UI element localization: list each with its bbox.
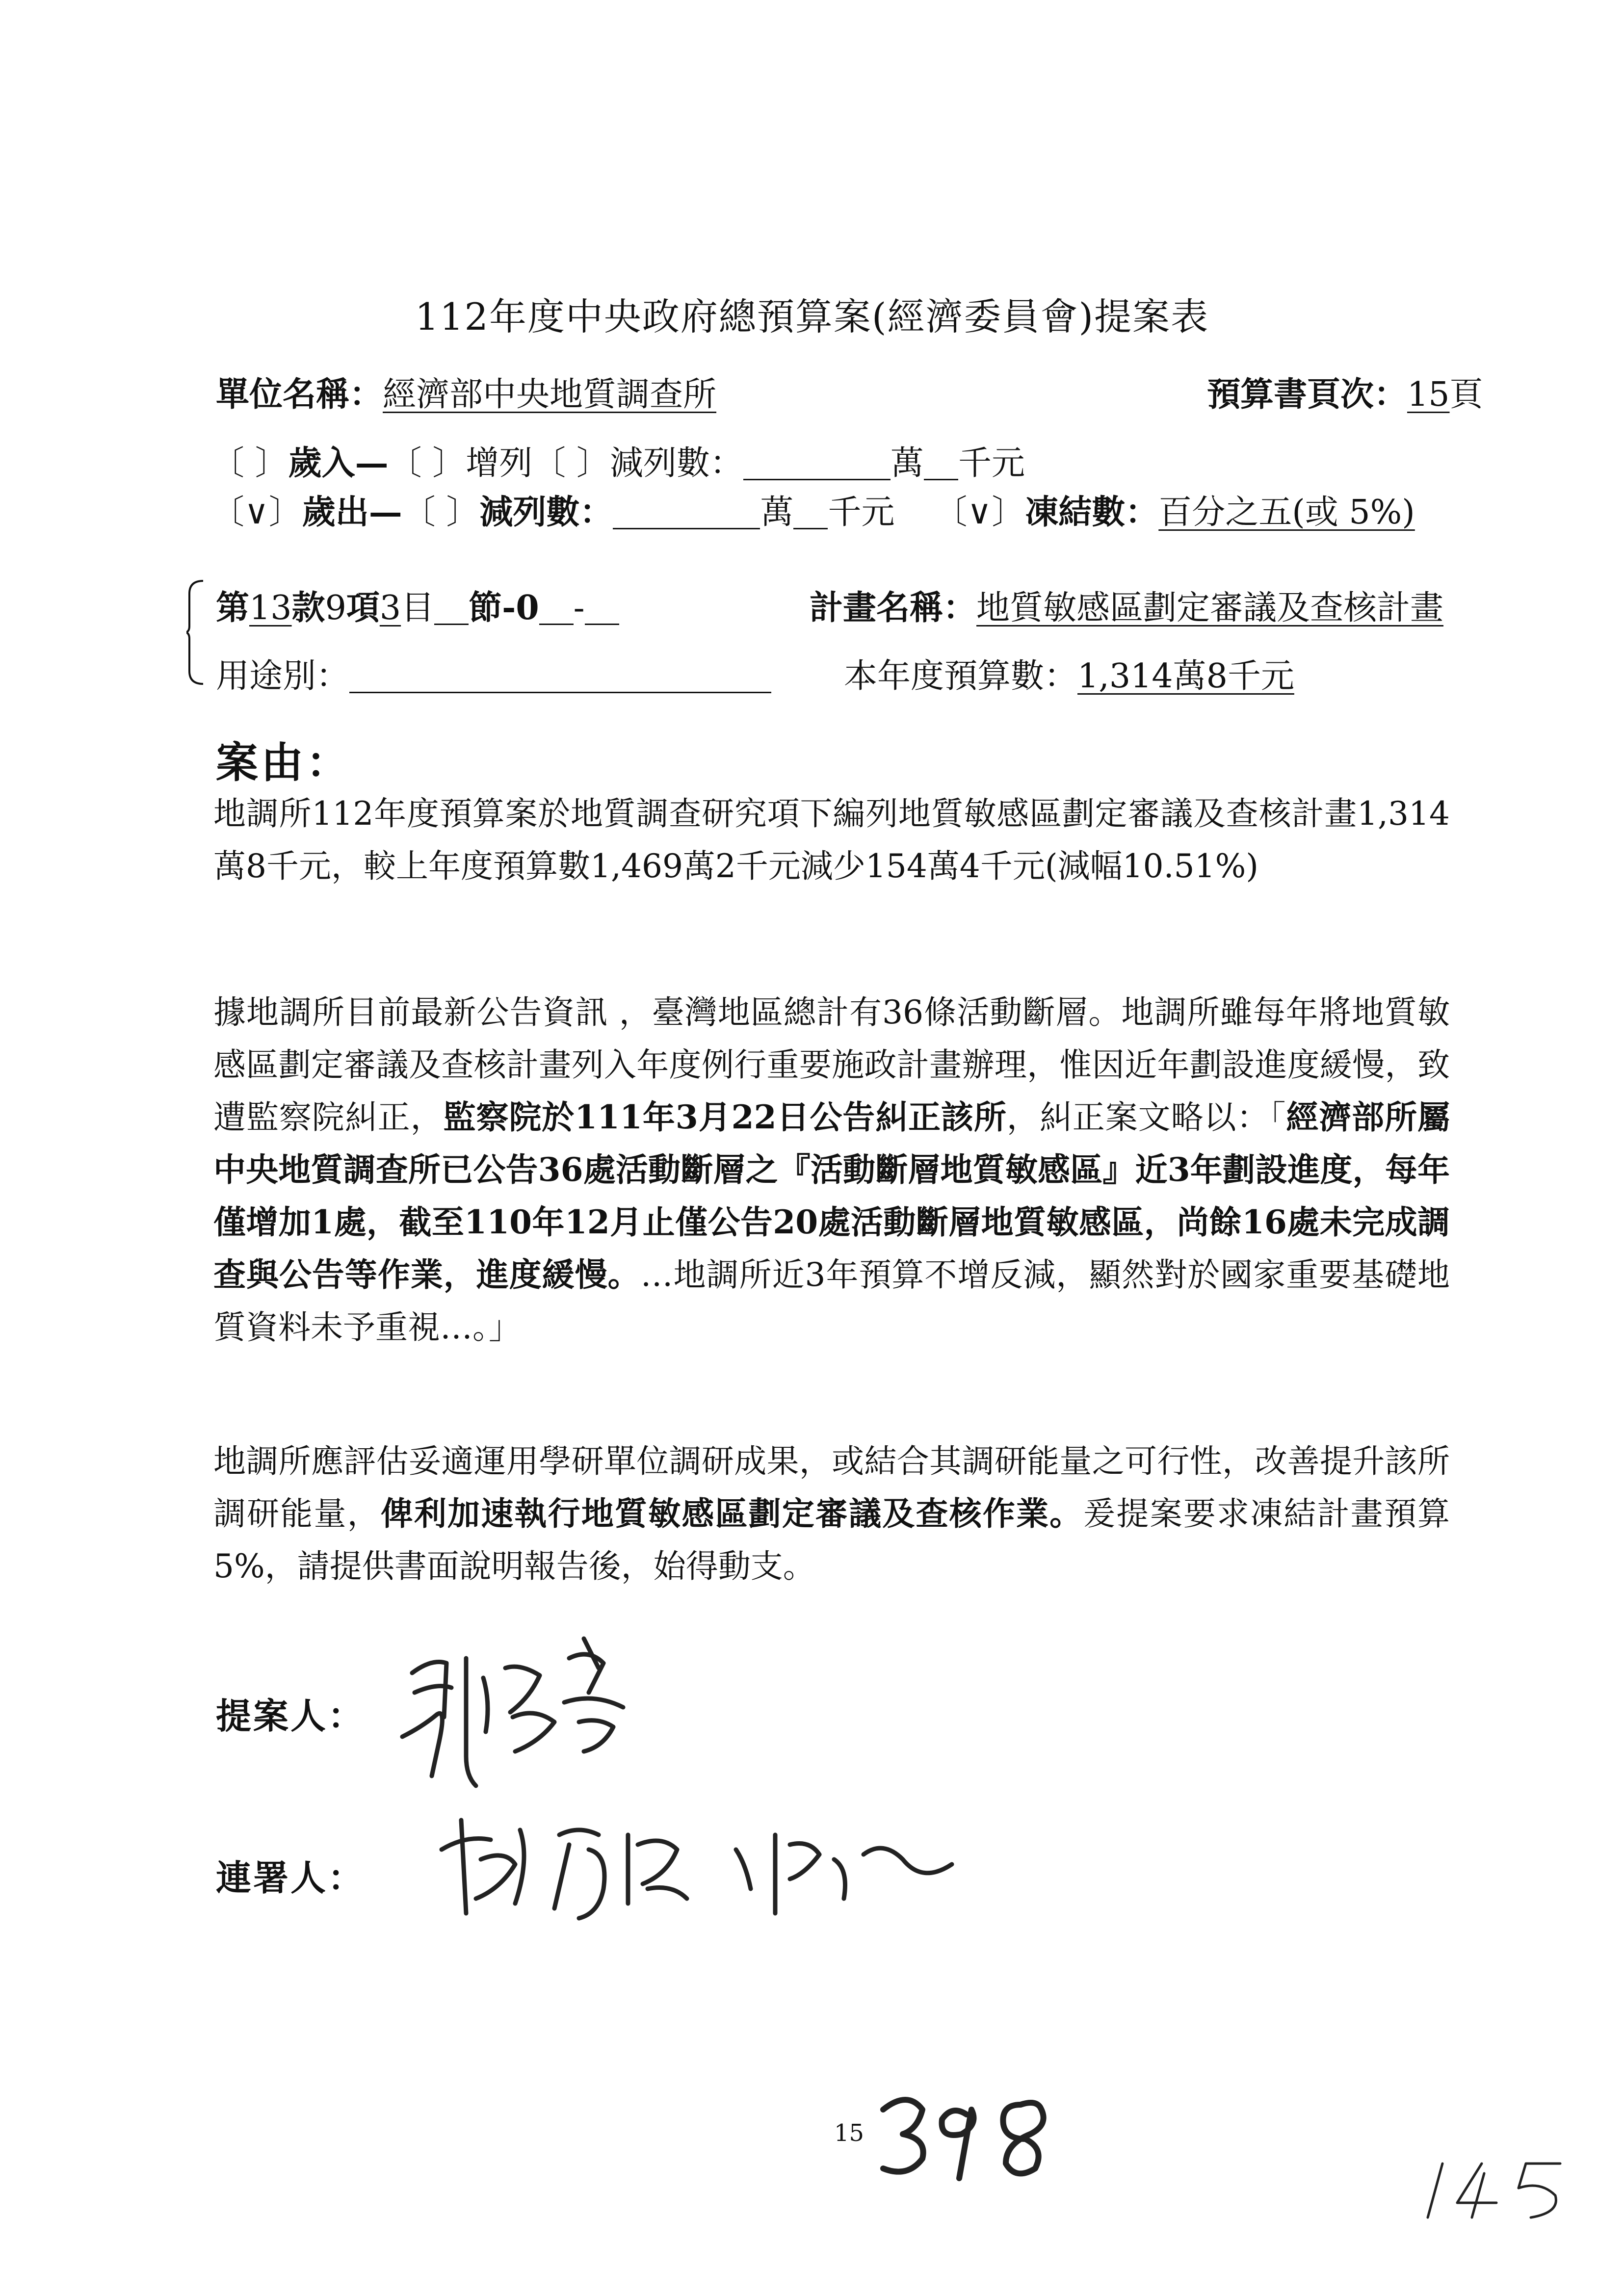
usage-blank <box>349 662 771 693</box>
revenue-wan-unit: 萬 <box>890 444 924 483</box>
annual-budget-row <box>844 657 1294 696</box>
expense-checkbox: 〔∨〕 <box>211 493 302 532</box>
tail-blank <box>585 594 619 625</box>
p3-part-a: 地調所應評估妥適運用學研單位調研成果，或結合其調研能量之可行性，改善提升該所調研能量， <box>213 1442 1450 1533</box>
freeze-checkbox: 〔∨〕 <box>934 493 1025 532</box>
unit-label: 單位名稱： <box>216 375 383 414</box>
unit-value: 經濟部中央地質調查所 <box>383 375 717 414</box>
revenue-wan-blank <box>743 449 891 480</box>
p2-part-c: ，糾正案文略以：「 <box>1006 1098 1286 1136</box>
bracket-icon <box>186 579 204 686</box>
expense-wan-blank <box>613 498 760 529</box>
expense-qian-unit: 千元 <box>828 493 895 532</box>
p2-part-d: 經濟部所屬中央地質調查所已公告36處活動斷層之『活動斷層地質敏感區』近3年劃設進度，每年僅增加1處，截至110年12月止僅公告20處活動斷層地質敏感區，尚餘16處未完成調查與公告等作業，進度緩慢。 <box>213 1098 1450 1294</box>
item-row <box>216 588 619 627</box>
paragraph-2 <box>213 986 1450 1354</box>
usage-label: 用途別： <box>216 657 350 696</box>
freeze-value: 百分之五(或 5%) <box>1158 493 1415 532</box>
paragraph-1 <box>213 787 1450 892</box>
xiang-label: 項 <box>346 588 380 627</box>
item-tail: - <box>573 589 585 627</box>
p2-part-a: 據地調所目前最新公告資訊 ，臺灣地區總計有36條活動斷層。地調所雖每年將地質敏感區劃定審議及查核計畫列入年度例行重要施政計畫辦理，惟因近年劃設進度緩慢，致遭監察院糾正， <box>213 993 1450 1136</box>
unit-row <box>216 375 717 414</box>
expense-opt: 減列數： <box>479 493 613 532</box>
proposer-signature-icon <box>393 1629 648 1805</box>
revenue-opt1-checkbox: 〔 〕 <box>388 444 466 483</box>
budget-page-suffix: 頁 <box>1449 375 1483 414</box>
revenue-opt2-checkbox: 〔 〕 <box>532 444 610 483</box>
kuan-prefix: 第 <box>216 588 250 627</box>
annual-budget-value: 1,314萬8千元 <box>1077 657 1294 696</box>
revenue-qian-blank <box>924 449 958 480</box>
handwritten-145-icon <box>1423 2154 1570 2227</box>
handwritten-398-icon <box>873 2085 1079 2183</box>
plan-row <box>810 588 1444 627</box>
budget-page-row <box>1207 375 1483 414</box>
paragraph-1-text: 地調所112年度預算案於地質調查研究項下編列地質敏感區劃定審議及查核計畫1,314萬8千元，較上年度預算數1,469萬2千元減少154萬4千元(減幅10.51%) <box>213 795 1450 885</box>
expense-opt-checkbox: 〔 〕 <box>402 493 480 532</box>
revenue-opt2: 減列數： <box>609 444 743 483</box>
expense-qian-blank <box>793 498 828 529</box>
revenue-opt1: 增列 <box>466 444 533 483</box>
jie-label: 節-0 <box>469 588 539 627</box>
freeze-label: 凍結數： <box>1025 493 1159 532</box>
usage-row <box>216 657 771 696</box>
mu-blank <box>434 594 469 625</box>
mu-value: 3 <box>379 589 401 627</box>
cosigner-label: 連署人： <box>216 1857 366 1899</box>
paragraph-2-text <box>213 986 1450 1354</box>
case-heading: 案由： <box>216 738 351 787</box>
p2-part-e: …地調所近3年預算不增反減，顯然對於國家重要基礎地質資料未予重視…。」 <box>213 1256 1450 1346</box>
p3-part-c: 爰提案要求凍結計畫預算5%，請提供書面說明報告後，始得動支。 <box>213 1495 1450 1585</box>
xiang-value: 9 <box>325 589 346 627</box>
revenue-checkbox: 〔 〕 <box>211 444 288 483</box>
kuan-label: 款 <box>291 588 325 627</box>
budget-page-label: 預算書頁次： <box>1207 375 1408 414</box>
page-number: 15 <box>834 2119 864 2147</box>
plan-value: 地質敏感區劃定審議及查核計畫 <box>976 589 1444 627</box>
revenue-qian-unit: 千元 <box>958 444 1025 483</box>
annual-budget-label: 本年度預算數： <box>844 657 1078 696</box>
budget-page-value: 15 <box>1407 375 1450 414</box>
expense-row <box>211 493 1415 532</box>
jie-blank <box>539 594 574 625</box>
expense-wan-unit: 萬 <box>760 493 794 532</box>
revenue-label: 歲入— <box>288 444 389 483</box>
mu-label: 目 <box>401 589 435 627</box>
page-title: 112年度中央政府總預算案(經濟委員會)提案表 <box>415 295 1209 339</box>
paragraph-3 <box>213 1435 1450 1592</box>
proposer-label: 提案人： <box>216 1695 366 1737</box>
p3-part-b: 俾利加速執行地質敏感區劃定審議及查核作業。 <box>380 1494 1083 1533</box>
expense-label: 歲出— <box>302 493 402 532</box>
kuan-value: 13 <box>249 589 292 627</box>
revenue-row <box>211 444 1025 483</box>
p2-part-b: 監察院於111年3月22日公告糾正該所 <box>443 1098 1007 1136</box>
paragraph-3-text <box>213 1435 1450 1592</box>
cosigner-signature-icon <box>432 1791 1021 1938</box>
plan-label: 計畫名稱： <box>810 588 977 627</box>
